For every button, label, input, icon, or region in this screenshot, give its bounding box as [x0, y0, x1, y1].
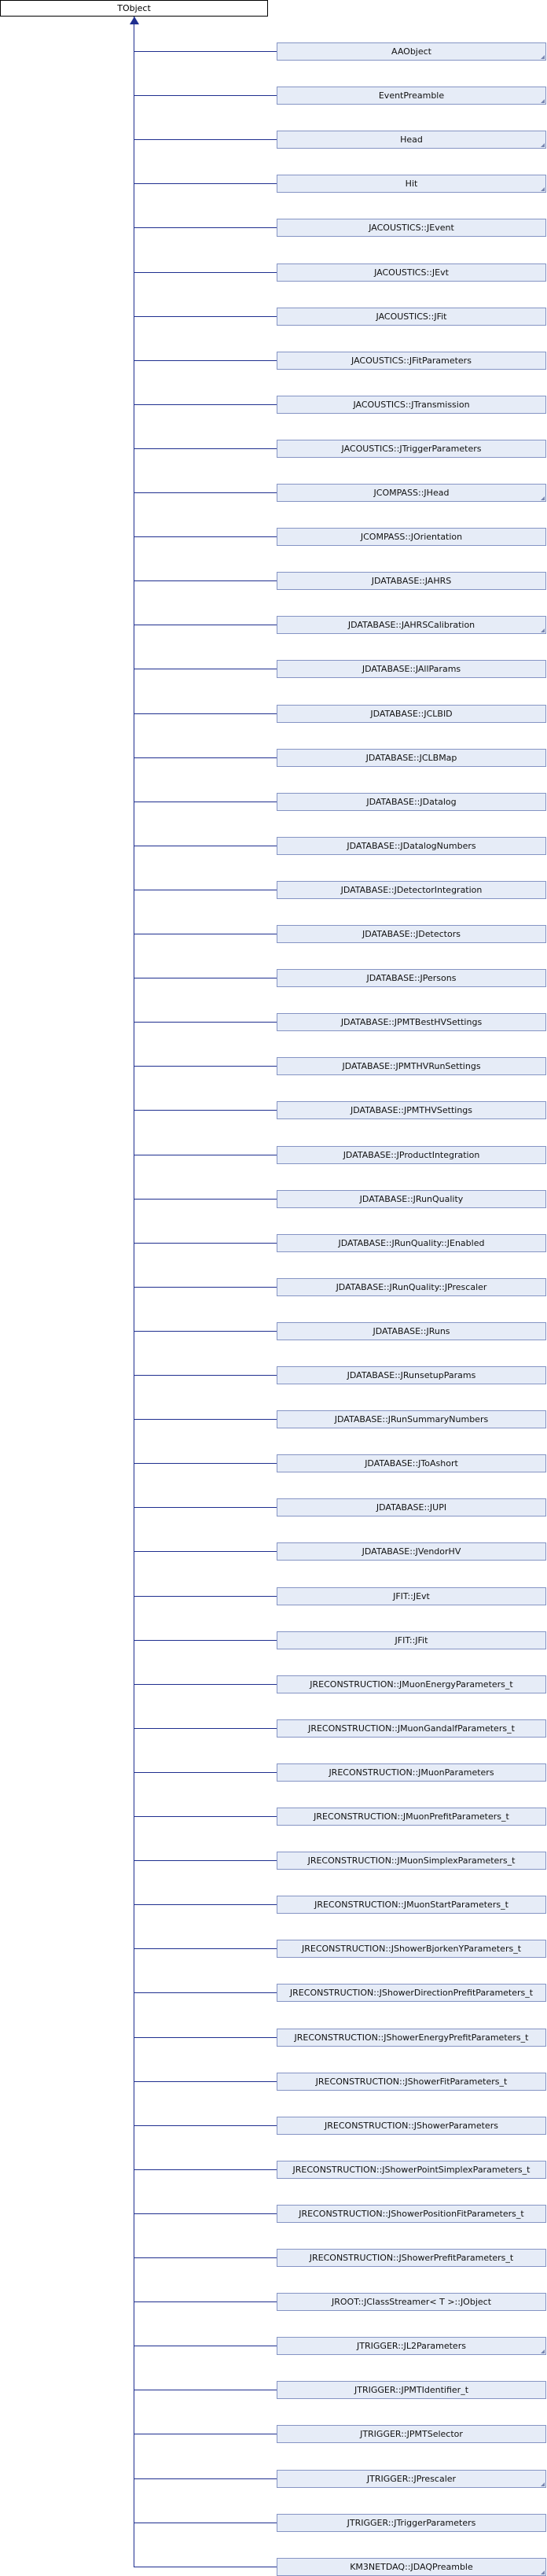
subclass-node[interactable]: JDATABASE::JDetectorIntegration — [277, 881, 546, 899]
inheritance-branch-line — [134, 1948, 277, 1949]
subclass-node[interactable]: JRECONSTRUCTION::JMuonParameters — [277, 1763, 546, 1782]
subclass-node[interactable]: JRECONSTRUCTION::JShowerPositionFitParameters_t — [277, 2205, 546, 2223]
inheritance-branch-line — [134, 448, 277, 449]
inheritance-branch-line — [134, 1596, 277, 1597]
subclass-node[interactable]: JRECONSTRUCTION::JMuonGandalfParameters_t — [277, 1719, 546, 1738]
inheritance-branch-line — [134, 1375, 277, 1376]
subclass-node[interactable]: JACOUSTICS::JEvent — [277, 219, 546, 237]
inheritance-branch-line — [134, 1199, 277, 1200]
subclass-node[interactable]: JROOT::JClassStreamer< T >::JObject — [277, 2293, 546, 2311]
subclass-node[interactable]: JACOUSTICS::JEvt — [277, 263, 546, 282]
subclass-node[interactable]: JRECONSTRUCTION::JShowerParameters — [277, 2117, 546, 2135]
inheritance-branch-line — [134, 2257, 277, 2258]
inheritance-branch-line — [134, 1772, 277, 1773]
inheritance-branch-line — [134, 1331, 277, 1332]
subclass-node[interactable]: JTRIGGER::JPrescaler — [277, 2470, 546, 2488]
subclass-node[interactable]: JDATABASE::JRuns — [277, 1322, 546, 1340]
subclass-node[interactable]: JRECONSTRUCTION::JShowerBjorkenYParameters_t — [277, 1940, 546, 1958]
subclass-node[interactable]: Head — [277, 131, 546, 149]
inheritance-branch-line — [134, 1110, 277, 1111]
inheritance-branch-line — [134, 360, 277, 361]
subclass-node[interactable]: JRECONSTRUCTION::JMuonStartParameters_t — [277, 1896, 546, 1914]
inheritance-branch-line — [134, 2213, 277, 2214]
subclass-node[interactable]: JDATABASE::JUPI — [277, 1498, 546, 1516]
subclass-node[interactable]: JTRIGGER::JPMTSelector — [277, 2425, 546, 2443]
inheritance-branch-line — [134, 2478, 277, 2479]
subclass-node[interactable]: EventPreamble — [277, 87, 546, 105]
inheritance-branch-line — [134, 2169, 277, 2170]
subclass-node[interactable]: JDATABASE::JRunQuality::JPrescaler — [277, 1278, 546, 1296]
subclass-node[interactable]: JDATABASE::JAllParams — [277, 660, 546, 678]
subclass-node[interactable]: JDATABASE::JToAshort — [277, 1454, 546, 1472]
subclass-node[interactable]: JACOUSTICS::JFitParameters — [277, 352, 546, 370]
subclass-node[interactable]: JRECONSTRUCTION::JMuonSimplexParameters_t — [277, 1852, 546, 1870]
subclass-node[interactable]: JRECONSTRUCTION::JShowerPrefitParameters_t — [277, 2249, 546, 2267]
subclass-node[interactable]: JDATABASE::JCLBMap — [277, 749, 546, 767]
subclass-node[interactable]: JACOUSTICS::JFit — [277, 308, 546, 326]
subclass-node[interactable]: KM3NETDAQ::JDAQPreamble — [277, 2558, 546, 2576]
subclass-node[interactable]: JRECONSTRUCTION::JShowerDirectionPrefitParameters_t — [277, 1984, 546, 2002]
subclass-node[interactable]: JACOUSTICS::JTriggerParameters — [277, 440, 546, 458]
subclass-node[interactable]: JDATABASE::JPMTHVSettings — [277, 1101, 546, 1119]
inheritance-branch-line — [134, 1463, 277, 1464]
inheritance-branch-line — [134, 1419, 277, 1420]
subclass-node[interactable]: JDATABASE::JRunsetupParams — [277, 1366, 546, 1384]
subclass-node[interactable]: JFIT::JEvt — [277, 1587, 546, 1605]
inheritance-branch-line — [134, 492, 277, 493]
inheritance-branch-line — [134, 757, 277, 758]
subclass-node[interactable]: JRECONSTRUCTION::JMuonEnergyParameters_t — [277, 1675, 546, 1693]
inheritance-branch-line — [134, 1287, 277, 1288]
inheritance-branch-line — [134, 404, 277, 405]
inheritance-branch-line — [134, 1243, 277, 1244]
subclass-node[interactable]: JDATABASE::JPMTBestHVSettings — [277, 1013, 546, 1031]
subclass-node[interactable]: JRECONSTRUCTION::JMuonPrefitParameters_t — [277, 1808, 546, 1826]
inheritance-branch-line — [134, 1860, 277, 1861]
inheritance-branch-line — [134, 713, 277, 714]
inheritance-branch-line — [134, 1551, 277, 1552]
inheritance-branch-line — [134, 51, 277, 52]
inheritance-branch-line — [134, 1066, 277, 1067]
inheritance-branch-line — [134, 1816, 277, 1817]
subclass-node[interactable]: JTRIGGER::JPMTIdentifier_t — [277, 2381, 546, 2399]
subclass-node[interactable]: JDATABASE::JDatalogNumbers — [277, 837, 546, 855]
subclass-node[interactable]: JDATABASE::JDetectors — [277, 925, 546, 943]
inheritance-branch-line — [134, 316, 277, 317]
inheritance-arrow-icon — [130, 17, 139, 24]
subclass-node[interactable]: JRECONSTRUCTION::JShowerFitParameters_t — [277, 2073, 546, 2091]
inheritance-branch-line — [134, 183, 277, 184]
inheritance-branch-line — [134, 2125, 277, 2126]
inheritance-branch-line — [134, 1904, 277, 1905]
subclass-node[interactable]: JDATABASE::JRunQuality — [277, 1190, 546, 1208]
inheritance-branch-line — [134, 1728, 277, 1729]
inheritance-branch-line — [134, 1684, 277, 1685]
inheritance-branch-line — [134, 536, 277, 537]
subclass-node[interactable]: JDATABASE::JPMTHVRunSettings — [277, 1057, 546, 1075]
inheritance-branch-line — [134, 2081, 277, 2082]
inheritance-branch-line — [134, 272, 277, 273]
inheritance-branch-line — [134, 227, 277, 228]
inheritance-branch-line — [134, 2037, 277, 2038]
subclass-node[interactable]: JRECONSTRUCTION::JShowerEnergyPrefitParameters_t — [277, 2029, 546, 2047]
subclass-node[interactable]: JDATABASE::JPersons — [277, 969, 546, 987]
subclass-node[interactable]: JDATABASE::JCLBID — [277, 705, 546, 723]
root-class-tobject[interactable]: TObject — [0, 0, 268, 17]
subclass-node[interactable]: JDATABASE::JDatalog — [277, 793, 546, 811]
inheritance-branch-line — [134, 1507, 277, 1508]
subclass-node[interactable]: JDATABASE::JAHRSCalibration — [277, 616, 546, 634]
subclass-node[interactable]: JCOMPASS::JHead — [277, 484, 546, 502]
inheritance-branch-line — [134, 95, 277, 96]
subclass-node[interactable]: JTRIGGER::JTriggerParameters — [277, 2514, 546, 2532]
subclass-node[interactable]: JTRIGGER::JL2Parameters — [277, 2337, 546, 2355]
subclass-node[interactable]: JCOMPASS::JOrientation — [277, 528, 546, 546]
subclass-node[interactable]: JACOUSTICS::JTransmission — [277, 396, 546, 414]
inheritance-branch-line — [134, 1022, 277, 1023]
inheritance-branch-line — [134, 580, 277, 581]
inheritance-branch-line — [134, 1992, 277, 1993]
subclass-node[interactable]: JDATABASE::JAHRS — [277, 572, 546, 590]
subclass-node[interactable]: JRECONSTRUCTION::JShowerPointSimplexParameters_t — [277, 2161, 546, 2179]
subclass-node[interactable]: JDATABASE::JVendorHV — [277, 1542, 546, 1561]
inheritance-branch-line — [134, 139, 277, 140]
inheritance-branch-line — [134, 1640, 277, 1641]
inheritance-branch-line — [134, 2301, 277, 2302]
subclass-node[interactable]: JDATABASE::JRunQuality::JEnabled — [277, 1234, 546, 1252]
subclass-node[interactable]: JDATABASE::JProductIntegration — [277, 1146, 546, 1164]
subclass-node[interactable]: AAObject — [277, 42, 546, 61]
subclass-node[interactable]: JFIT::JFit — [277, 1631, 546, 1649]
subclass-node[interactable]: Hit — [277, 175, 546, 193]
subclass-node[interactable]: JDATABASE::JRunSummaryNumbers — [277, 1410, 546, 1428]
